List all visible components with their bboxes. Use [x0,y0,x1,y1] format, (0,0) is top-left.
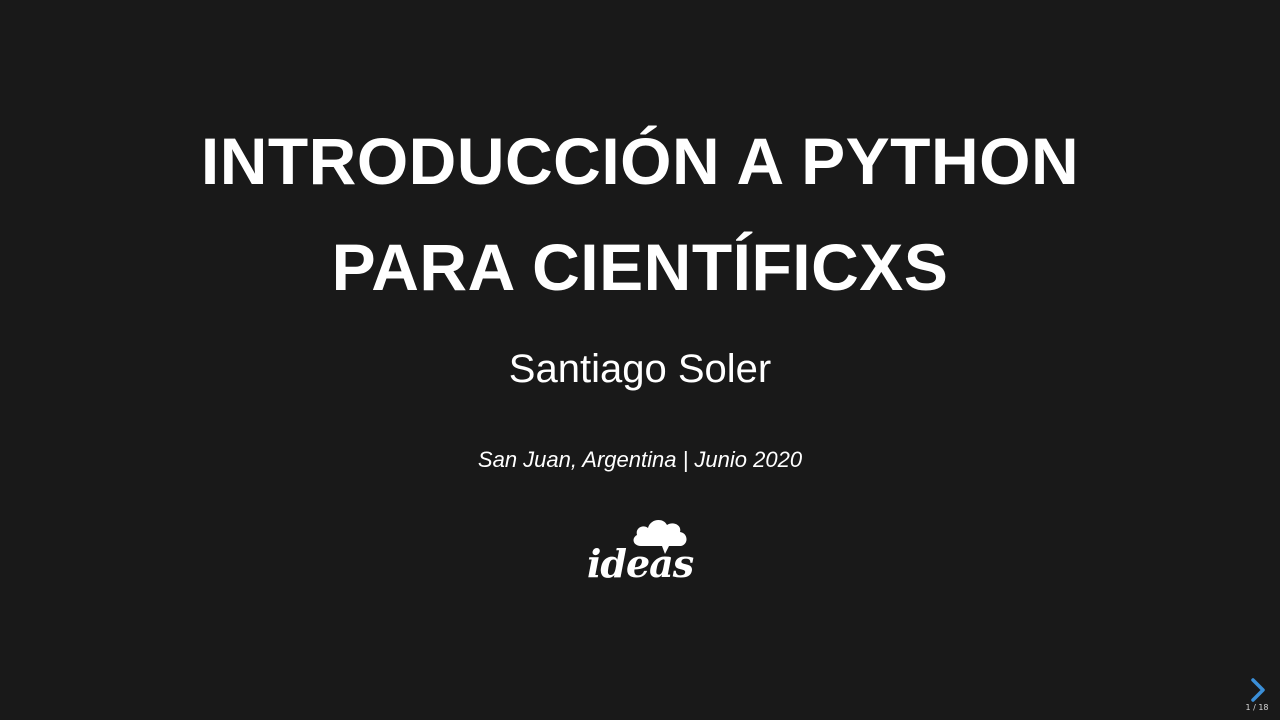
total-slides-number: 18 [1258,703,1269,712]
slide-title [0,108,1280,320]
counter-separator: / [1253,703,1256,712]
location-date: San Juan, Argentina | Junio 2020 [477,447,803,472]
logo-text: ideas [587,541,694,586]
chevron-right-icon[interactable] [1247,676,1269,704]
title-line-1: INTRODUCCIÓN A PYTHON [200,124,1080,198]
ideas-logo [585,516,695,588]
slide-counter [1240,701,1274,715]
title-line-2: PARA CIENTÍFICXS [331,230,949,304]
author-name: Santiago Soler [508,347,772,391]
current-slide-number: 1 [1245,703,1251,712]
